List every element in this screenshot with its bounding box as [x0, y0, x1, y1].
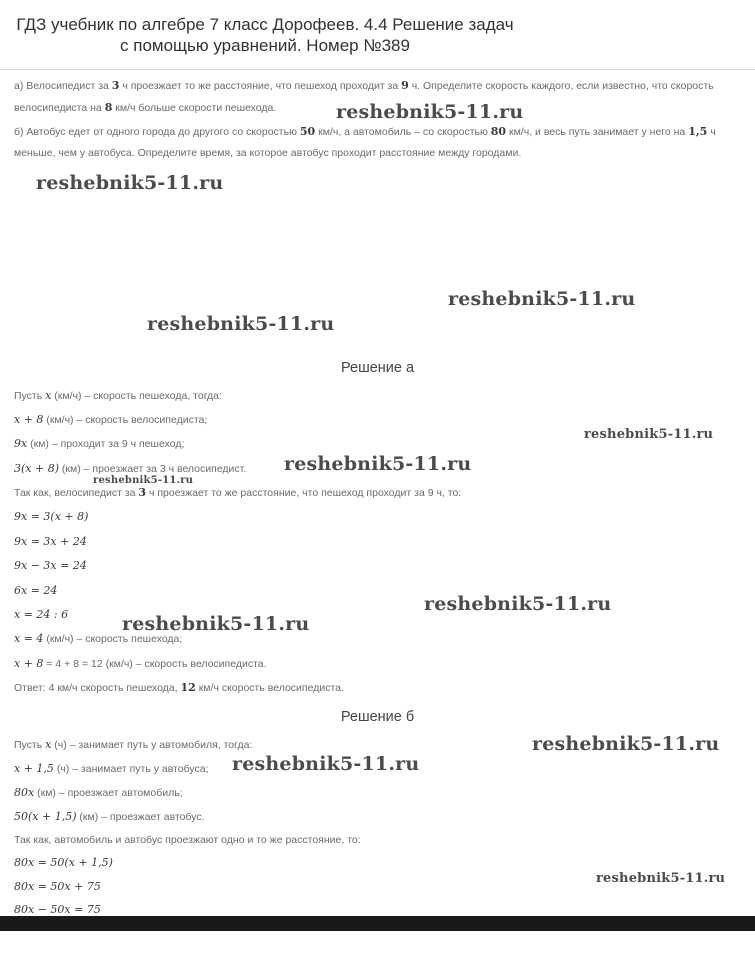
- problem-b-number: 50: [299, 125, 316, 138]
- page-title-line-2: с помощью уравнений. Номер №389: [120, 36, 410, 55]
- problem-b-text: км/ч, и весь путь занимает у него на: [506, 126, 689, 138]
- watermark: reshebnik5-11.ru: [284, 453, 472, 475]
- watermark: reshebnik5-11.ru: [232, 753, 420, 775]
- watermark: reshebnik5-11.ru: [147, 313, 335, 335]
- solution-a-equation: 9x = 3x + 24: [14, 535, 87, 548]
- watermark: reshebnik5-11.ru: [532, 733, 720, 755]
- solution-b-line: 80x (км) – проезжает автомобиль;: [14, 786, 183, 799]
- problem-a-number: 8: [104, 101, 113, 114]
- solution-b-equation: 80x − 50x = 75: [14, 903, 101, 916]
- solution-a-equation: x = 24 : 6: [14, 608, 69, 621]
- solution-a-line: x = 4 (км/ч) – скорость пешехода;: [14, 632, 183, 645]
- solution-a-line: Так как, велосипедист за 3 ч проезжает то же расстояние, что пешеход проходит за 9 ч, то:: [14, 486, 462, 499]
- solution-a-line: Пусть x (км/ч) – скорость пешехода, тогда:: [14, 389, 222, 402]
- problem-b-number: 1,5: [688, 125, 708, 138]
- problem-b-text: б) Автобус едет от одного города до другого со скоростью: [14, 126, 300, 138]
- solution-b-line: 50(x + 1,5) (км) – проезжает автобус.: [14, 810, 205, 823]
- watermark: reshebnik5-11.ru: [122, 613, 310, 635]
- page-title-line-1: ГДЗ учебник по алгебре 7 класс Дорофеев. 4.4 Решение задач: [16, 15, 514, 34]
- watermark: reshebnik5-11.ru: [36, 172, 224, 194]
- solution-a-equation: 9x − 3x = 24: [14, 559, 87, 572]
- problem-a-text: ч. Определите скорость каждого, если известно, что скорость велосипедиста на: [14, 80, 714, 114]
- problem-b: [14, 121, 744, 164]
- solution-a-heading: Решение а: [340, 360, 415, 376]
- solution-b-line: x + 1,5 (ч) – занимает путь у автобуса;: [14, 762, 209, 775]
- footer-bar: [0, 916, 755, 931]
- solution-a-equation: 6x = 24: [14, 584, 58, 597]
- solution-b-equation: 80x = 50x + 75: [14, 880, 101, 893]
- solution-b-equation: 80x = 50(x + 1,5): [14, 856, 113, 869]
- watermark: reshebnik5-11.ru: [584, 427, 714, 442]
- watermark: reshebnik5-11.ru: [93, 475, 194, 486]
- solution-a-line: x + 8 (км/ч) – скорость велосипедиста;: [14, 413, 208, 426]
- problem-a-number: 9: [401, 79, 409, 92]
- solution-b-line: Так как, автомобиль и автобус проезжают одно и то же расстояние, то:: [14, 834, 361, 846]
- solution-b-line: Пусть x (ч) – занимает путь у автомобиля, тогда:: [14, 738, 253, 751]
- page-title: [0, 14, 530, 56]
- solution-a-line: 3(x + 8) (км) – проезжает за 3 ч велосипедист.: [14, 462, 247, 475]
- problem-b-text: ч меньше, чем у автобуса. Определите время, за которое автобус проходит расстояние между городами.: [14, 126, 716, 159]
- watermark: reshebnik5-11.ru: [424, 593, 612, 615]
- problem-a-text: км/ч больше скорости пешехода.: [112, 102, 277, 114]
- title-divider: [0, 69, 755, 70]
- solution-a-line: x + 8 = 4 + 8 = 12 (км/ч) – скорость велосипедиста.: [14, 657, 267, 670]
- solution-a-line: 9x (км) – проходит за 9 ч пешеход;: [14, 437, 185, 450]
- problem-a-text: а) Велосипедист за: [14, 80, 112, 92]
- watermark: reshebnik5-11.ru: [596, 871, 726, 886]
- solution-b-heading: Решение б: [340, 709, 415, 725]
- problem-a-number: 3: [111, 79, 120, 92]
- problem-b-text: км/ч, а автомобиль – со скоростью: [315, 126, 491, 138]
- watermark: reshebnik5-11.ru: [336, 101, 524, 123]
- problem-b-number: 80: [490, 125, 507, 138]
- watermark: reshebnik5-11.ru: [448, 288, 636, 310]
- problem-a-text: ч проезжает то же расстояние, что пешеход проходит за: [119, 80, 402, 92]
- solution-a-answer: Ответ: 4 км/ч скорость пешехода, 12 км/ч скорость велосипедиста.: [14, 681, 344, 694]
- solution-a-equation: 9x = 3(x + 8): [14, 510, 89, 523]
